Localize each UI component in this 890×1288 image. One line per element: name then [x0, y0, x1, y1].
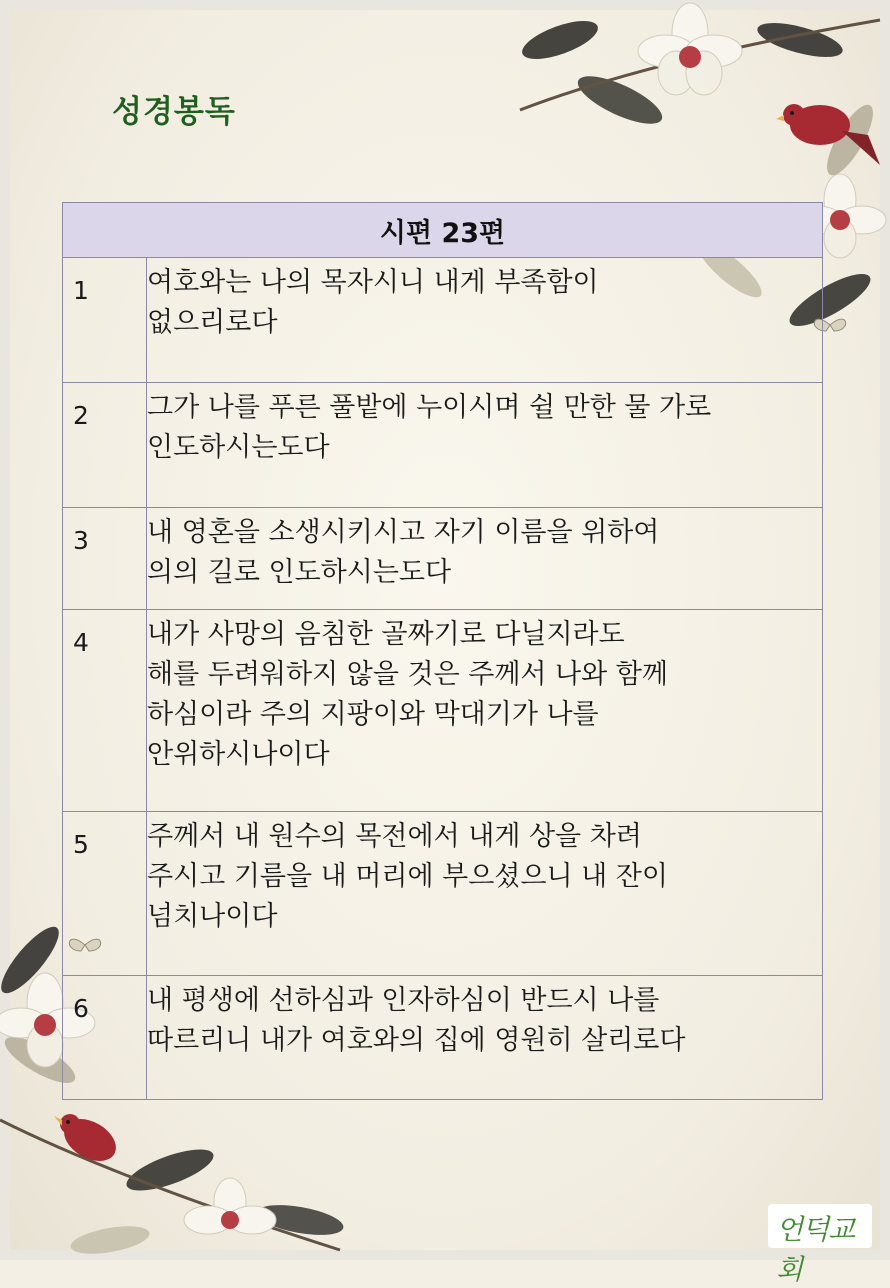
scripture-table: [62, 202, 823, 1100]
verse-text: [147, 976, 822, 1061]
verse-line: 주시고 기름을 내 머리에 부으셨으니 내 잔이: [147, 861, 668, 892]
verse-number: 1: [73, 276, 89, 305]
verse-row: [63, 508, 823, 610]
verse-line: 해를 두려워하지 않을 것은 주께서 나와 함께: [147, 659, 668, 690]
verse-line: 내가 사망의 음침한 골짜기로 다닐지라도: [147, 619, 625, 650]
verse-number: 3: [73, 526, 89, 555]
verse-text-cell: [147, 976, 823, 1100]
verse-line: 하심이라 주의 지팡이와 막대기가 나를: [147, 699, 599, 730]
verse-number: 5: [73, 830, 89, 859]
verse-number-cell: [63, 508, 147, 610]
verse-number-cell: [63, 610, 147, 812]
verse-text-cell: [147, 610, 823, 812]
church-logo: [768, 1204, 872, 1286]
verse-line: 인도하시는도다: [147, 432, 330, 463]
verse-number: 4: [73, 628, 89, 657]
verse-number-cell: [63, 383, 147, 508]
verse-line: 그가 나를 푸른 풀밭에 누이시며 쉴 만한 물 가로: [147, 392, 712, 423]
table-title: 시편 23편: [63, 203, 823, 258]
page-heading: 성경봉독: [112, 94, 236, 130]
verse-line: 넘치나이다: [147, 901, 278, 932]
verse-text-cell: [147, 508, 823, 610]
verse-text-cell: [147, 812, 823, 976]
verse-line: 주께서 내 원수의 목전에서 내게 상을 차려: [147, 821, 642, 852]
verse-row: [63, 383, 823, 508]
verse-number-cell: [63, 976, 147, 1100]
verse-row: [63, 812, 823, 976]
verse-text-cell: [147, 258, 823, 383]
verse-line: 내 평생에 선하심과 인자하심이 반드시 나를: [147, 985, 660, 1016]
verse-line: 없으리로다: [147, 307, 278, 338]
verse-row: [63, 610, 823, 812]
verse-row: [63, 258, 823, 383]
verse-line: 의의 길로 인도하시는도다: [147, 557, 452, 588]
verse-number: 6: [73, 994, 89, 1023]
verse-text: [147, 610, 822, 775]
verse-text: [147, 508, 822, 593]
verse-text-cell: [147, 383, 823, 508]
verse-number: 2: [73, 401, 89, 430]
table-header-row: [63, 203, 823, 258]
verse-text: [147, 383, 822, 468]
verse-number-cell: [63, 258, 147, 383]
verse-line: 안위하시나이다: [147, 739, 330, 770]
verse-line: 여호와는 나의 목자시니 내게 부족함이: [147, 267, 599, 298]
verse-line: 따르리니 내가 여호와의 집에 영원히 살리로다: [147, 1025, 686, 1056]
verse-text: [147, 812, 822, 937]
verse-line: 내 영혼을 소생시키시고 자기 이름을 위하여: [147, 517, 660, 548]
verse-text: [147, 258, 822, 343]
verse-number-cell: [63, 812, 147, 976]
church-logo-text: 언덕교회: [776, 1213, 855, 1286]
verse-row: [63, 976, 823, 1100]
